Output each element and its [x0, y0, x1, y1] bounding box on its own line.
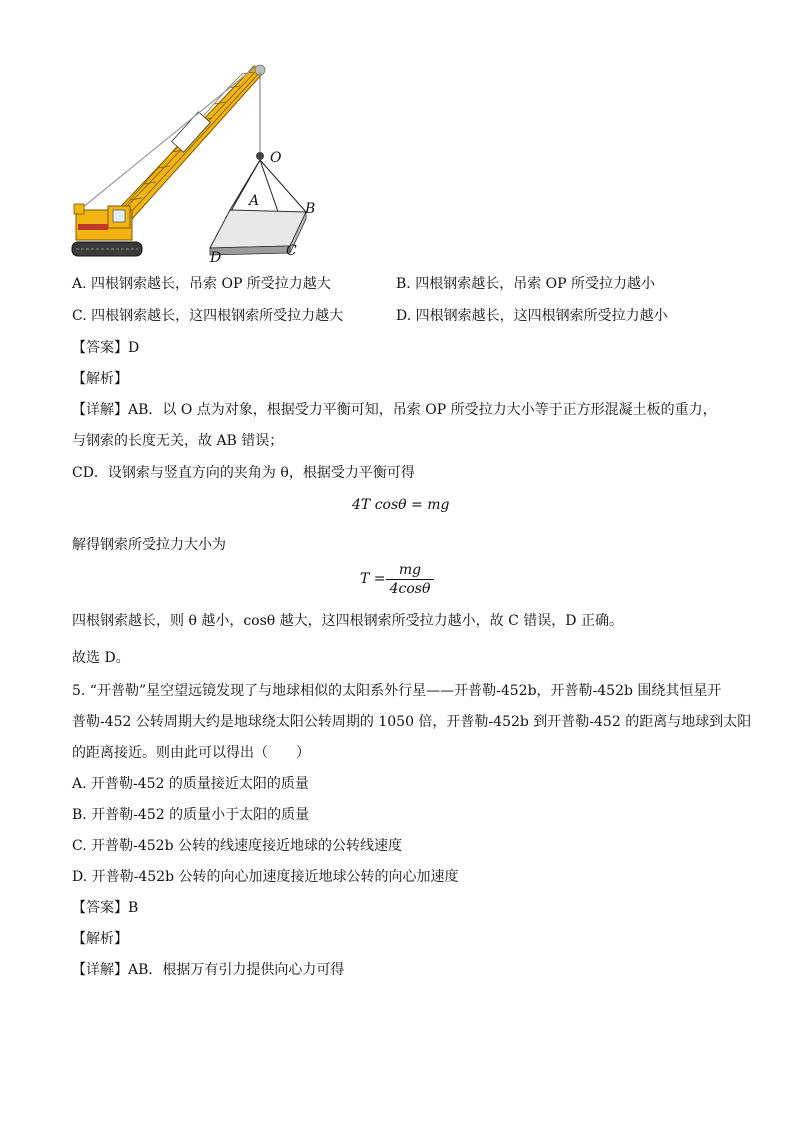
- q5-detail-line-1: 【详解】AB．根据万有引力提供向心力可得: [72, 962, 345, 978]
- q5-option-a: A. 开普勒-452 的质量接近太阳的质量: [72, 776, 309, 792]
- q5-option-c: C. 开普勒-452b 公转的线速度接近地球的公转线速度: [72, 838, 402, 854]
- label-point-c: C: [286, 243, 297, 259]
- q5-option-d: D. 开普勒-452b 公转的向心加速度接近地球公转的向心加速度: [72, 869, 459, 885]
- q4-option-c: C. 四根钢索越长，这四根钢索所受拉力越大: [72, 308, 344, 324]
- crane-body: [72, 204, 142, 256]
- label-point-b: B: [305, 201, 316, 217]
- q4-analysis-heading: 【解析】: [72, 371, 128, 387]
- q4-answer: 【答案】D: [72, 340, 140, 356]
- q4-equation-2-lhs: T =: [360, 571, 386, 587]
- q5-stem-line-1: 5. “开普勒”星空望远镜发现了与地球相似的太阳系外行星——开普勒-452b，开普勒-452b 围绕其恒星开: [72, 683, 722, 699]
- label-point-d: D: [210, 250, 222, 266]
- q4-equation-2-fraction: [386, 562, 434, 597]
- q4-detail-line-3: CD．设钢索与竖直方向的夹角为 θ，根据受力平衡可得: [72, 465, 415, 481]
- q4-detail-line-1: 【详解】AB．以 O 点为对象，根据受力平衡可知，吊索 OP 所受拉力大小等于正方形混凝土板的重力，: [72, 402, 717, 418]
- q4-option-b: B. 四根钢索越长，吊索 OP 所受拉力越小: [396, 276, 655, 292]
- q5-analysis-heading: 【解析】: [72, 931, 128, 947]
- q4-detail-line-2: 与钢索的长度无关，故 AB 错误；: [72, 433, 284, 449]
- label-point-o: O: [270, 150, 282, 166]
- crane-boom: [108, 66, 264, 228]
- q5-stem-line-2: 普勒-452 公转周期大约是地球绕太阳公转周期的 1050 倍，开普勒-452b 到开普勒-452 的距离与地球到太阳: [72, 714, 752, 730]
- q4-option-a: A. 四根钢索越长，吊索 OP 所受拉力越大: [72, 276, 331, 292]
- q4-conclusion: 四根钢索越长，则 θ 越小，cosθ 越大，这四根钢索所受拉力越小，故 C 错误，D 正确。: [72, 613, 623, 629]
- crane-figure: [68, 60, 338, 270]
- q4-solve-text: 解得钢索所受拉力大小为: [72, 537, 226, 553]
- fraction-bar: [386, 579, 434, 580]
- q4-option-d: D. 四根钢索越长，这四根钢索所受拉力越小: [396, 308, 668, 324]
- q4-equation-2-numerator: mg: [398, 562, 422, 578]
- q4-final: 故选 D。: [72, 650, 130, 666]
- q5-option-b: B. 开普勒-452 的质量小于太阳的质量: [72, 807, 310, 823]
- q5-answer: 【答案】B: [72, 900, 139, 916]
- pendant-cable: [82, 68, 254, 208]
- q4-equation-2-denominator: 4cosθ: [389, 581, 431, 597]
- q5-stem-line-3: 的距离接近。则由此可以得出（ ）: [72, 745, 310, 761]
- q4-equation-1: 4T cosθ = mg: [352, 497, 450, 513]
- hook-block: [256, 152, 264, 160]
- label-point-a: A: [249, 193, 260, 209]
